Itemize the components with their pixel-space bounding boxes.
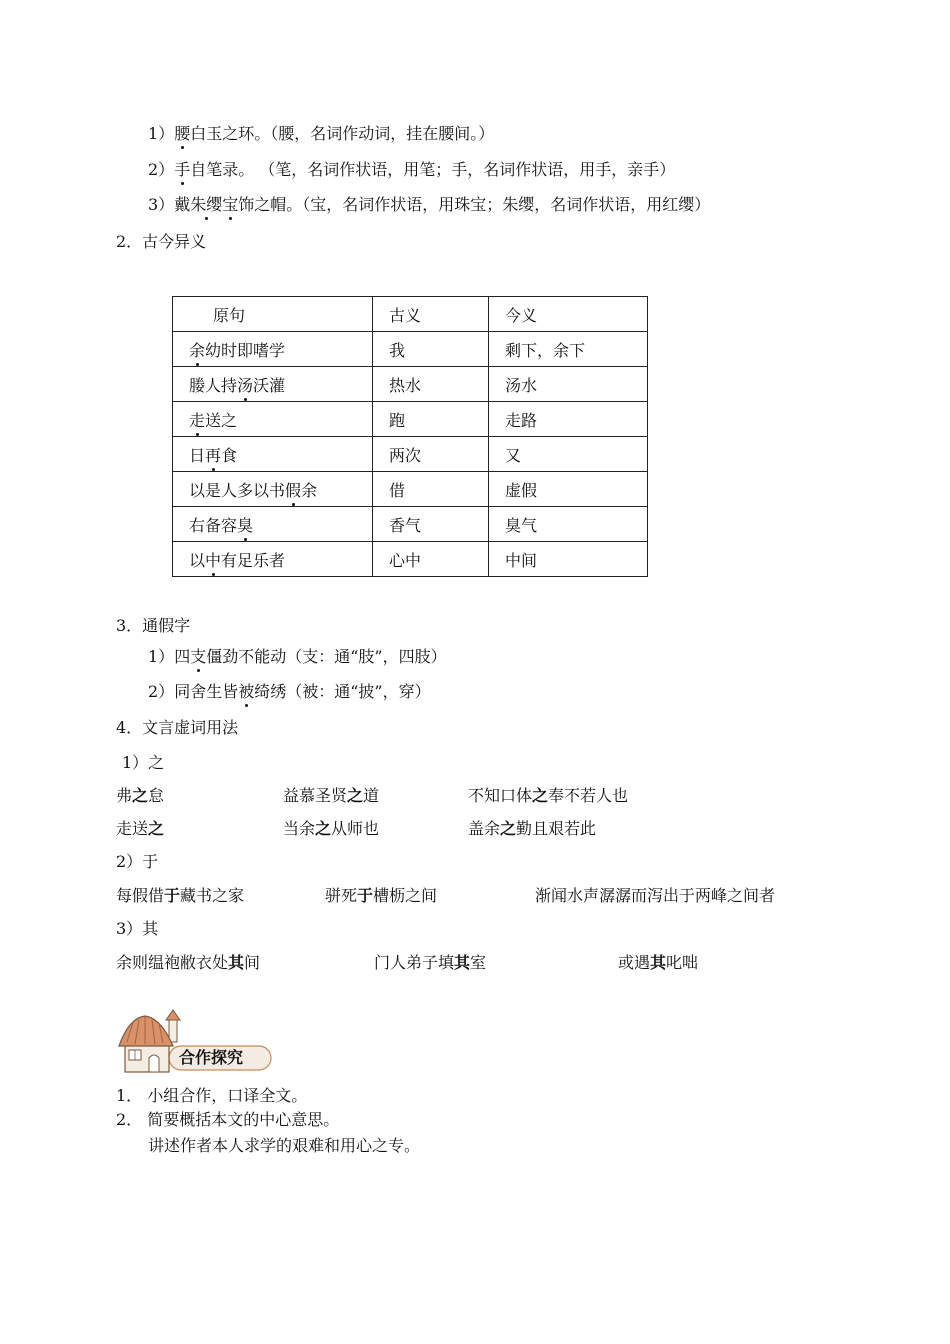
ancient-modern-meaning-table	[172, 296, 648, 577]
coop-question-1: 1． 小组合作，口译全文。	[116, 1086, 308, 1105]
coop-answer: 讲述作者本人求学的艰难和用心之专。	[148, 1136, 421, 1155]
emphasis-dot-char: 臭	[237, 515, 254, 535]
table-row	[173, 402, 648, 437]
table-cell: 日再食	[173, 437, 373, 472]
example-zhi: 当余之从师也	[283, 819, 380, 838]
table-header: 今义	[489, 297, 648, 332]
table-cell: 借	[373, 472, 489, 507]
example-qi: 或遇其叱咄	[618, 953, 699, 972]
emphasis-dot-char: 走	[189, 410, 206, 430]
cooperative-inquiry-banner	[115, 1008, 275, 1076]
emphasis-dot-char: 被	[238, 682, 255, 701]
table-cell: 媵人持汤沃灌	[173, 367, 373, 402]
s1-item-3: 3）戴朱缨宝饰之帽。（宝，名词作状语，用珠宝；朱缨，名词作状语，用红缨）	[148, 195, 711, 214]
table-cell: 臭气	[489, 507, 648, 542]
emphasis-dot-char: 腰	[174, 124, 191, 143]
table-header-row	[173, 297, 648, 332]
table-cell: 心中	[373, 542, 489, 577]
sub-heading-zhi: 1）之	[122, 753, 165, 772]
table-cell: 以中有足乐者	[173, 542, 373, 577]
section-3-heading: 3．通假字	[116, 616, 191, 635]
example-qi: 门人弟子填其室	[374, 953, 487, 972]
table-cell: 跑	[373, 402, 489, 437]
example-zhi: 盖余之勤且艰若此	[468, 819, 597, 838]
table-cell: 又	[489, 437, 648, 472]
emphasis-dot-char: 中	[205, 550, 222, 570]
table-cell: 剩下，余下	[489, 332, 648, 367]
example-yu: 渐闻水声潺潺而泻出于两峰之间者	[535, 886, 776, 905]
table-cell: 走送之	[173, 402, 373, 437]
table-cell: 我	[373, 332, 489, 367]
s3-item-1: 1）四支僵劲不能动（支：通“肢”，四肢）	[148, 647, 447, 666]
table-cell: 热水	[373, 367, 489, 402]
example-yu: 每假借于藏书之家	[116, 886, 245, 905]
table-cell: 两次	[373, 437, 489, 472]
emphasis-dot-char: 手	[174, 160, 191, 179]
example-zhi: 弗之怠	[116, 786, 165, 805]
emphasis-dot-char: 余	[189, 340, 206, 360]
table-cell: 汤水	[489, 367, 648, 402]
example-yu: 骈死于槽枥之间	[325, 886, 438, 905]
banner-label: 合作探究	[179, 1048, 244, 1067]
emphasis-dot-char: 宝	[222, 195, 239, 214]
table-row	[173, 437, 648, 472]
coop-question-2: 2． 简要概括本文的中心意思。	[116, 1110, 340, 1129]
example-qi: 余则缊袍敝衣处其间	[116, 953, 261, 972]
table-row	[173, 507, 648, 542]
emphasis-dot-char: 再	[205, 445, 222, 465]
table-cell: 香气	[373, 507, 489, 542]
example-zhi: 走送之	[116, 819, 165, 838]
table-row	[173, 542, 648, 577]
table-header: 古义	[373, 297, 489, 332]
table-cell: 以是人多以书假余	[173, 472, 373, 507]
emphasis-dot-char: 汤	[237, 375, 254, 395]
table-cell: 中间	[489, 542, 648, 577]
table-row	[173, 367, 648, 402]
table-cell: 走路	[489, 402, 648, 437]
s1-item-1: 1）腰白玉之环。（腰，名词作动词，挂在腰间。）	[148, 124, 495, 143]
example-zhi: 不知口体之奉不若人也	[468, 786, 629, 805]
example-zhi: 益慕圣贤之道	[283, 786, 380, 805]
table-row	[173, 472, 648, 507]
section-4-heading: 4．文言虚词用法	[116, 718, 239, 737]
emphasis-dot-char: 朱缨	[190, 195, 223, 214]
emphasis-dot-char: 假	[285, 480, 302, 500]
sub-heading-qi: 3）其	[116, 919, 159, 938]
s1-item-2: 2）手自笔录。 （笔，名词作状语，用笔；手，名词作状语，用手，亲手）	[148, 160, 676, 179]
emphasis-dot-char: 支	[190, 647, 207, 666]
section-2-heading: 2．古今异义	[116, 232, 207, 251]
table-header: 原句	[173, 297, 373, 332]
sub-heading-yu: 2）于	[116, 852, 159, 871]
table-cell: 虚假	[489, 472, 648, 507]
table-cell: 余幼时即嗜学	[173, 332, 373, 367]
table-cell: 右备容臭	[173, 507, 373, 542]
table-row	[173, 332, 648, 367]
s3-item-2: 2）同舍生皆被绮绣（被：通“披”，穿）	[148, 682, 431, 701]
